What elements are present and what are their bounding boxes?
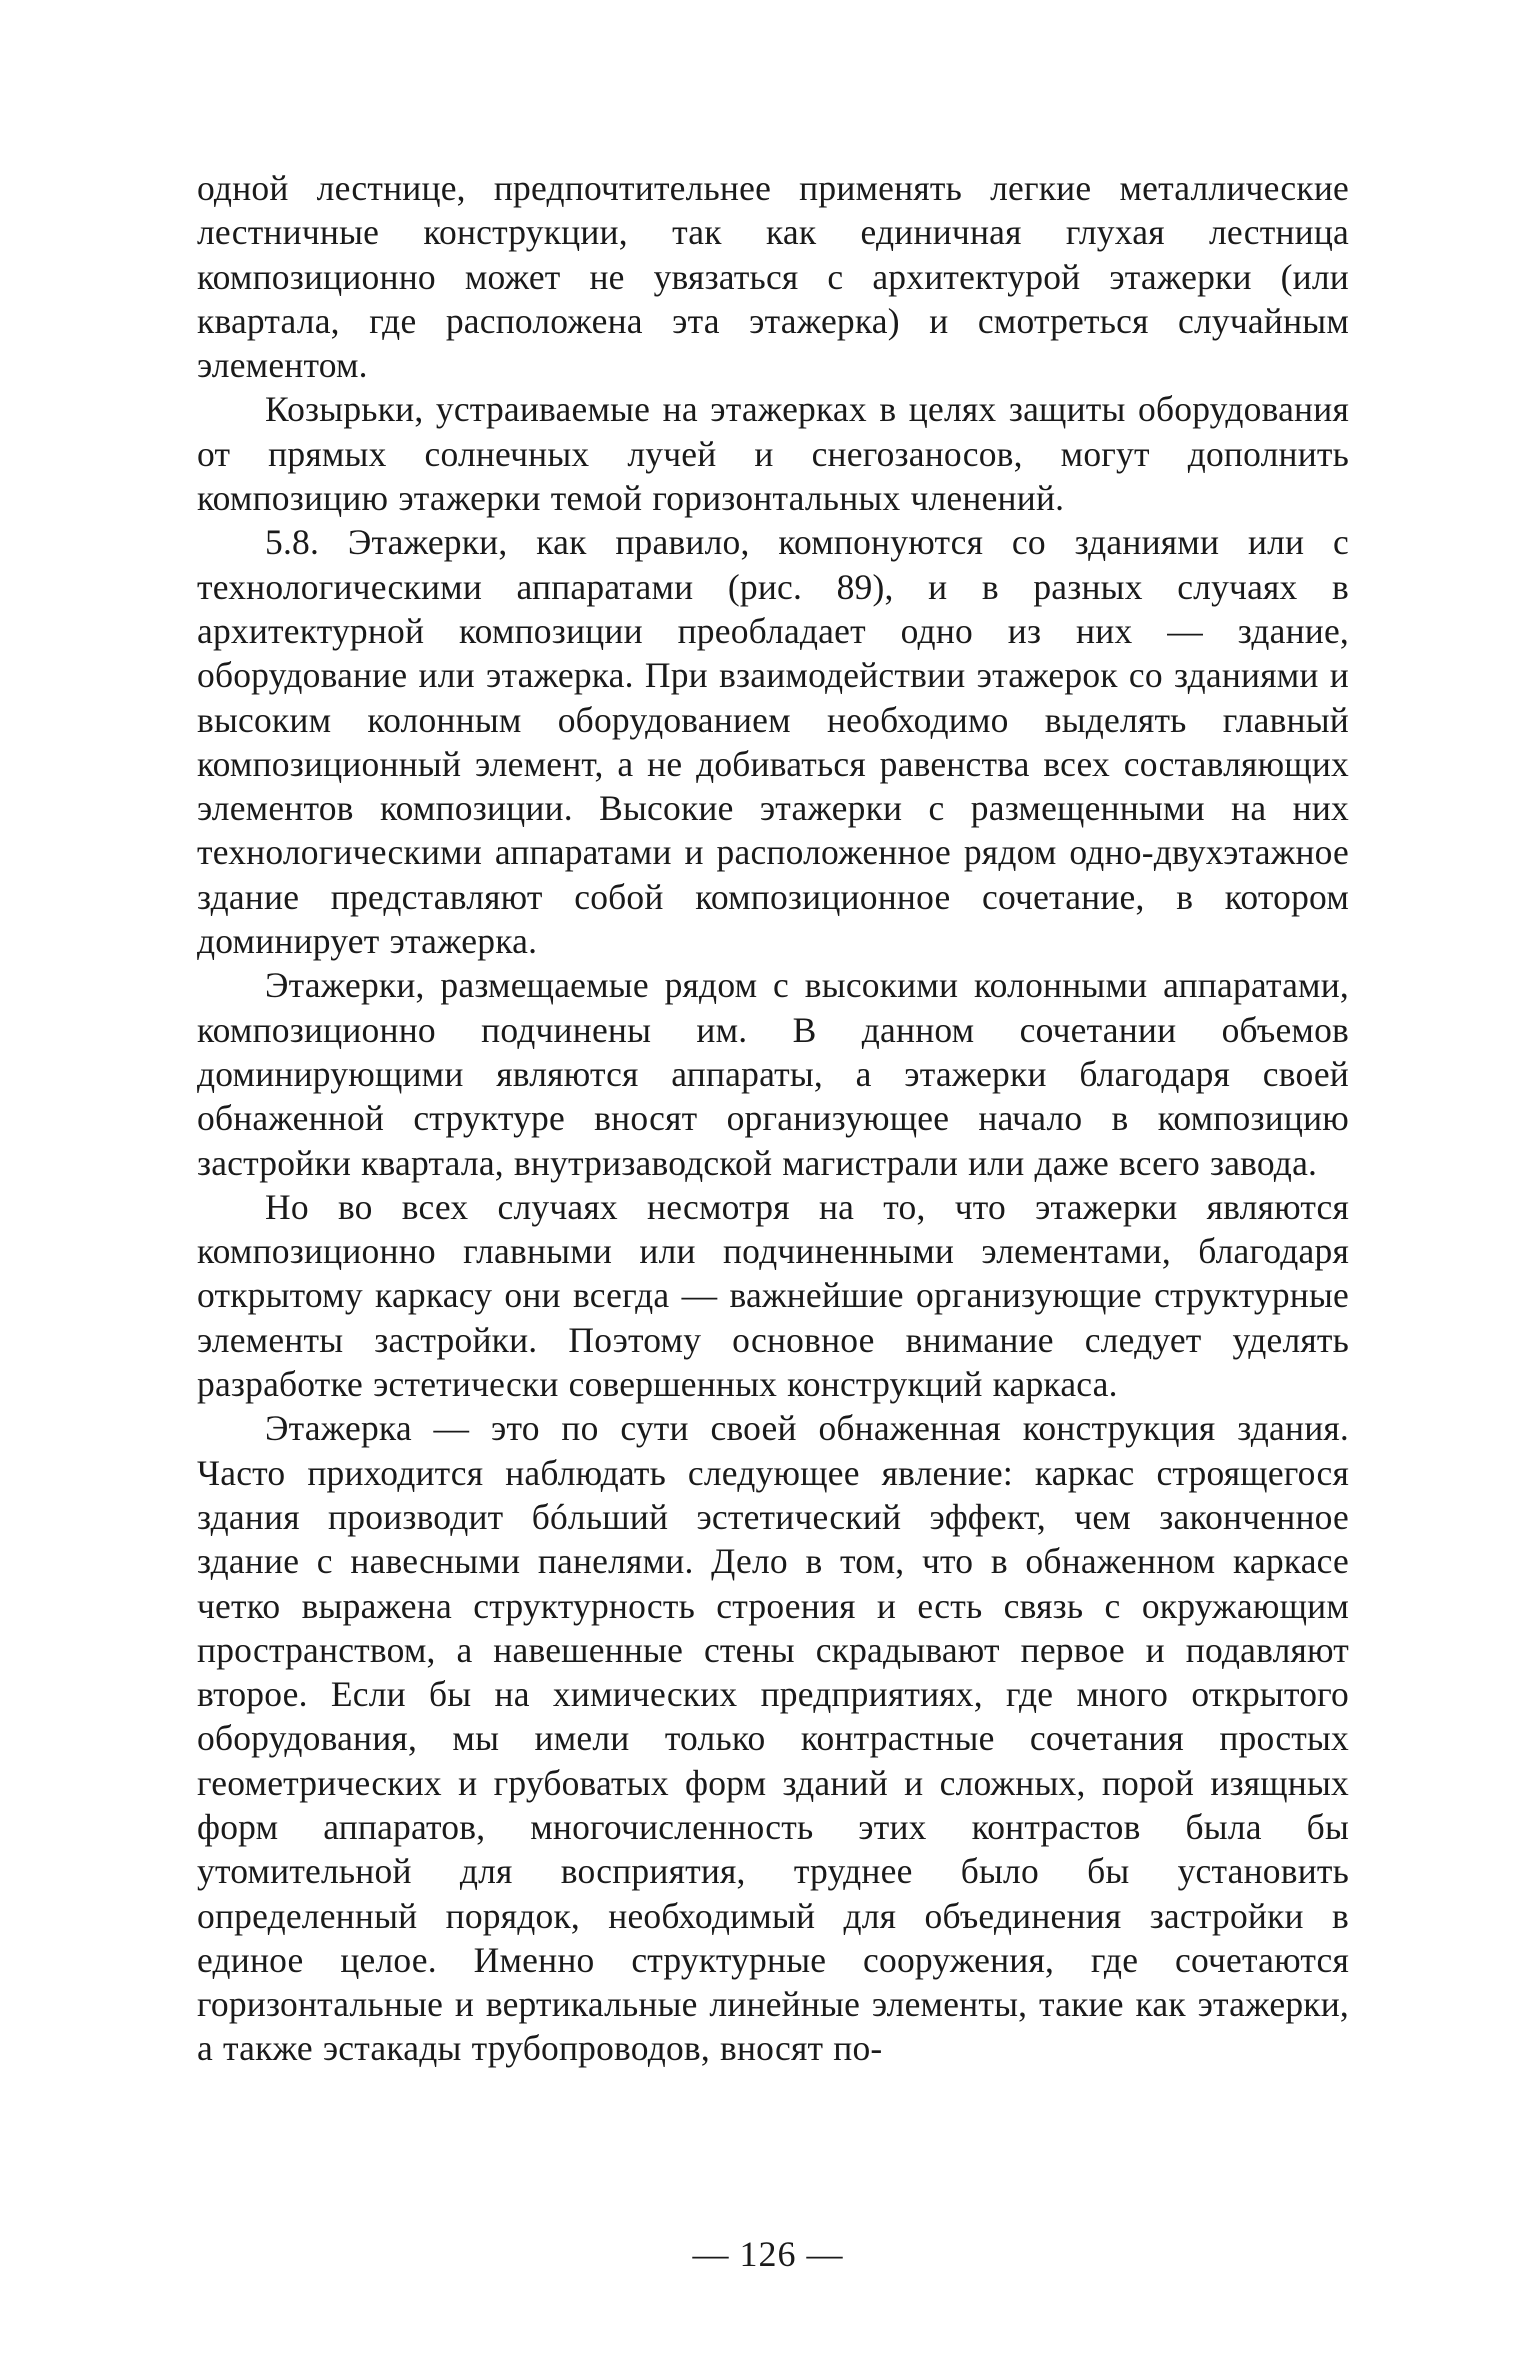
paragraph-organizing-elements: Но во всех случаях несмотря на то, что этажерки являются композиционно главными или подчиненными элементами, благодаря открытому каркасу они всегда — важнейшие организующие структурные элементы застройки. Поэтому основное внимание следует уделять разработке эстетически совершенных конструкций каркаса. <box>197 1186 1349 1405</box>
body-text <box>197 166 1349 2071</box>
page-number: — 126 — <box>692 2234 844 2274</box>
paragraph-columns-subordination: Этажерки, размещаемые рядом с высокими колонными аппаратами, композиционно подчинены им. В данном сочетании объемов доминирующими являются аппараты, а этажерки благодаря своей обнаженной структуре вносят организующее начало в композицию застройки квартала, внутризаводской магистрали или даже всего завода. <box>197 965 1349 1183</box>
paragraph-section-5-8: 5.8. Этажерки, как правило, компонуются со зданиями или с технологическими аппаратами (рис. 89), и в разных случаях в архитектурной композиции преобладает одно из них — здание, оборудование или этажерка. При взаимодействии этажерок со зданиями и высоким колонным оборудованием необходимо выделять главный композиционный элемент, а не добиваться равенства всех составляющих элементов композиции. Высокие этажерки с размещенными на них технологическими аппаратами и расположенное рядом одно-двухэтажное здание представляют собой композиционное сочетание, в котором доминирует этажерка. <box>197 522 1349 962</box>
paragraph-exposed-frame: Этажерка — это по сути своей обнаженная конструкция здания. Часто приходится наблюдать следующее явление: каркас строящегося здания производит бóльший эстетический эффект, чем законченное здание с навесными панелями. Дело в том, что в обнаженном каркасе четко выражена структурность строения и есть связь с окружающим пространством, а навешенные стены скрадывают первое и подавляют второе. Если бы на химических предприятиях, где много открытого оборудования, мы имели только контрастные сочетания простых геометрических и грубоватых форм зданий и сложных, порой изящных форм аппаратов, многочисленность этих контрастов была бы утомительной для восприятия, труднее было бы установить определенный порядок, необходимый для объединения застройки в единое целое. Именно структурные сооружения, где сочетаются горизонтальные и вертикальные линейные элементы, такие как этажерки, а также эстакады трубопроводов, вносят по- <box>197 1408 1349 2069</box>
paragraph-stair-constructions: одной лестнице, предпочтительнее применять легкие металлические лестничные конструкции, так как единичная глухая лестница композиционно может не увязаться с архитектурой этажерки (или квартала, где расположена эта этажерка) и смотреться случайным элементом. <box>197 168 1349 386</box>
paragraph-canopies: Козырьки, устраиваемые на этажерках в целях защиты оборудования от прямых солнечных лучей и снегозаносов, могут дополнить композицию этажерки темой горизонтальных членений. <box>197 389 1349 519</box>
